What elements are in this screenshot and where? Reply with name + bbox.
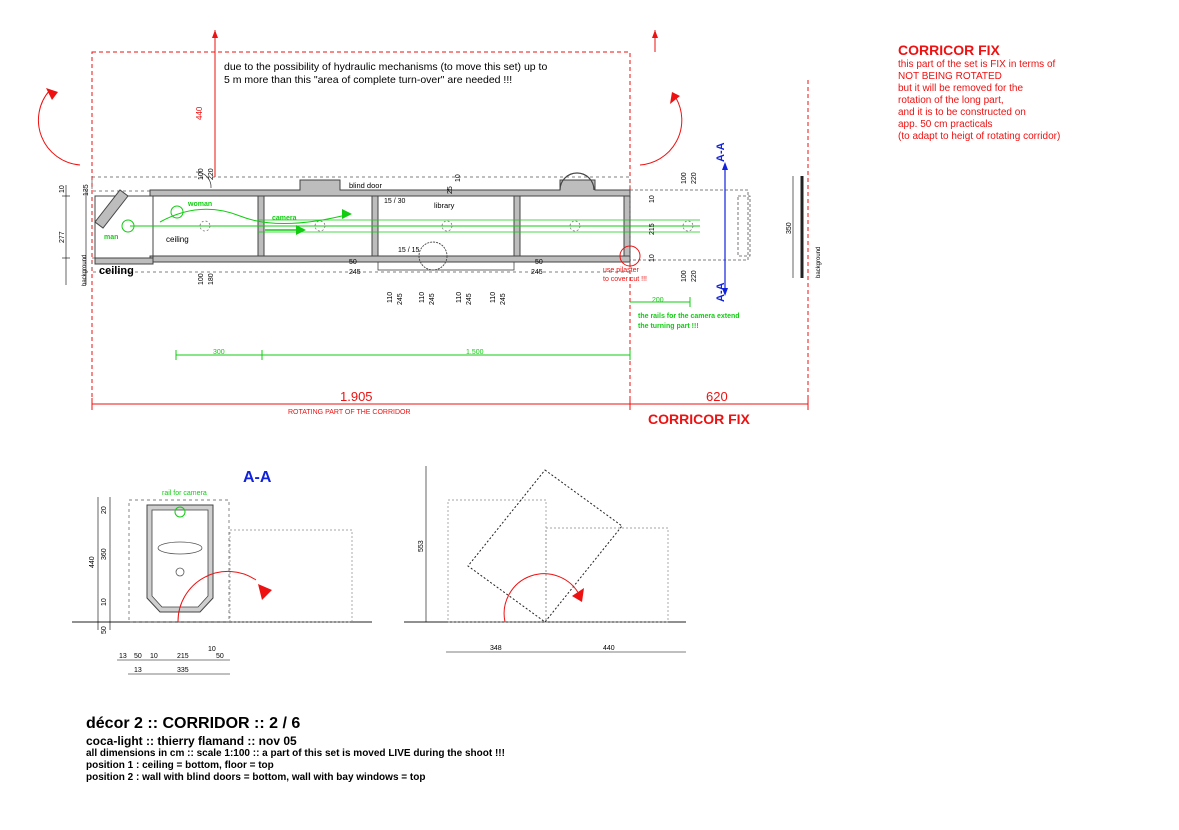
rails-note-line1: the rails for the camera extend: [638, 313, 740, 320]
rotating-part-label: ROTATING PART OF THE CORRIDOR: [288, 409, 411, 416]
dim-50-a: 50: [349, 259, 357, 266]
dim-220-top: 220: [208, 168, 215, 180]
total-rotating-dim: 1.905: [340, 389, 373, 404]
ceiling-inner-label: ceiling: [166, 235, 189, 244]
section-dim-20: 20: [101, 506, 108, 514]
dim-135: 135: [83, 184, 90, 196]
rotation-dim-553: 553: [418, 540, 425, 552]
section-dim-440: 440: [89, 556, 96, 568]
corricor-fix-line-3: but it will be removed for the: [898, 83, 1024, 94]
dim-10-left: 10: [59, 185, 66, 193]
drawing-title: décor 2 :: CORRIDOR :: 2 / 6: [86, 715, 301, 732]
library-label: library: [434, 201, 455, 210]
section-h-10b: 10: [208, 646, 216, 653]
dim-right-220-bottom: 220: [691, 270, 698, 282]
dim-right-10-b: 10: [649, 254, 656, 262]
rotation-diagram: [404, 466, 686, 652]
section-title: A-A: [243, 469, 272, 486]
rotation-dim-440: 440: [603, 645, 615, 652]
dim-1500: 1.500: [466, 349, 484, 356]
camera-label: camera: [272, 215, 297, 222]
dim-245-a: 245: [349, 269, 361, 276]
total-fix-dim: 620: [706, 389, 728, 404]
title-block: [86, 714, 786, 784]
dim-200: 200: [652, 297, 664, 304]
corricor-fix-note: [898, 41, 1168, 143]
use-pilaster-line2: to cover cut !!!: [603, 276, 647, 283]
dim-180: 180: [208, 273, 215, 285]
section-dim-360: 360: [101, 548, 108, 560]
dim-100-bottom: 100: [198, 273, 205, 285]
dim-300: 300: [213, 349, 225, 356]
section-mark-top: A-A: [715, 142, 727, 162]
dim-right-100-bottom: 100: [681, 270, 688, 282]
dim-277: 277: [59, 231, 66, 243]
corricor-fix-line-7: (to adapt to heigt of rotating corridor): [898, 131, 1061, 142]
blind-door-label: blind door: [349, 181, 382, 190]
dim-series-4: 245: [429, 293, 436, 305]
woman-label: woman: [188, 201, 213, 208]
dim-series-6: 245: [466, 293, 473, 305]
corricor-fix-title: CORRICOR FIX: [898, 42, 1000, 58]
drawing-subtitle: coca-light :: thierry flamand :: nov 05: [86, 734, 297, 748]
corricor-fix-line-6: app. 50 cm practicals: [898, 119, 993, 130]
dim-100-top: 100: [198, 168, 205, 180]
corricor-fix-line-1: this part of the set is FIX in terms of: [898, 59, 1056, 70]
section-mark-bottom: A-A: [715, 282, 727, 302]
dim-series-5: 110: [456, 291, 463, 303]
rail-for-camera-label: rail for camera: [162, 490, 207, 497]
section-dim-10: 10: [101, 598, 108, 606]
section-h-215: 215: [177, 653, 189, 660]
dim-right-220-top: 220: [691, 172, 698, 184]
dim-right-350: 350: [786, 222, 793, 234]
section-h2-13: 13: [134, 667, 142, 674]
dim-series-7: 110: [490, 291, 497, 303]
dim-right-215: 215: [649, 223, 656, 235]
dim-440: 440: [195, 106, 204, 120]
section-dim-50: 50: [101, 626, 108, 634]
dim-series-2: 245: [397, 293, 404, 305]
footer-line-2: position 1 : ceiling = bottom, floor = top: [86, 760, 274, 771]
section-h-50: 50: [134, 653, 142, 660]
use-pilaster-line1: use pilaster: [603, 267, 639, 274]
corricor-fix-line-2: NOT BEING ROTATED: [898, 71, 1002, 82]
dim-series-8: 245: [500, 293, 507, 305]
hydraulic-note: due to the possibility of hydraulic mechanisms (to move this set) up to 5 m more than this "area of complete turn-over" are needed !!!: [224, 61, 548, 86]
dim-50-b: 50: [535, 259, 543, 266]
dim-10-top: 10: [455, 174, 462, 182]
footer-line-3: position 2 : wall with blind doors = bottom, wall with bay windows = top: [86, 772, 426, 783]
man-label: man: [104, 234, 119, 241]
dim-15-30: 15 / 30: [384, 198, 406, 205]
section-h-13: 13: [119, 653, 127, 660]
ceiling-outer-label: ceiling: [99, 265, 134, 277]
rotation-dim-348: 348: [490, 645, 502, 652]
dim-right-10-a: 10: [649, 195, 656, 203]
section-a-a: [72, 469, 372, 674]
background-left-label: background: [82, 254, 88, 286]
corricor-fix-label: CORRICOR FIX: [648, 411, 750, 427]
section-h-50b: 50: [216, 653, 224, 660]
corricor-fix-line-4: rotation of the long part,: [898, 95, 1004, 106]
dim-15-15: 15 / 15: [398, 247, 420, 254]
dim-series-1: 110: [387, 291, 394, 303]
dim-right-100-top: 100: [681, 172, 688, 184]
section-h2-335: 335: [177, 667, 189, 674]
dim-series-3: 110: [419, 291, 426, 303]
plan-view: [38, 30, 822, 427]
dim-245-b: 245: [531, 269, 543, 276]
section-h-10: 10: [150, 653, 158, 660]
background-right-label: background: [816, 246, 822, 278]
dim-25: 25: [447, 186, 454, 194]
rails-note-line2: the turning part !!!: [638, 323, 699, 330]
bottom-dim-series: [387, 292, 507, 305]
footer-line-1: all dimensions in cm :: scale 1:100 :: a part of this set is moved LIVE during the shoot !!!: [86, 748, 505, 759]
corricor-fix-line-5: and it is to be constructed on: [898, 107, 1026, 118]
